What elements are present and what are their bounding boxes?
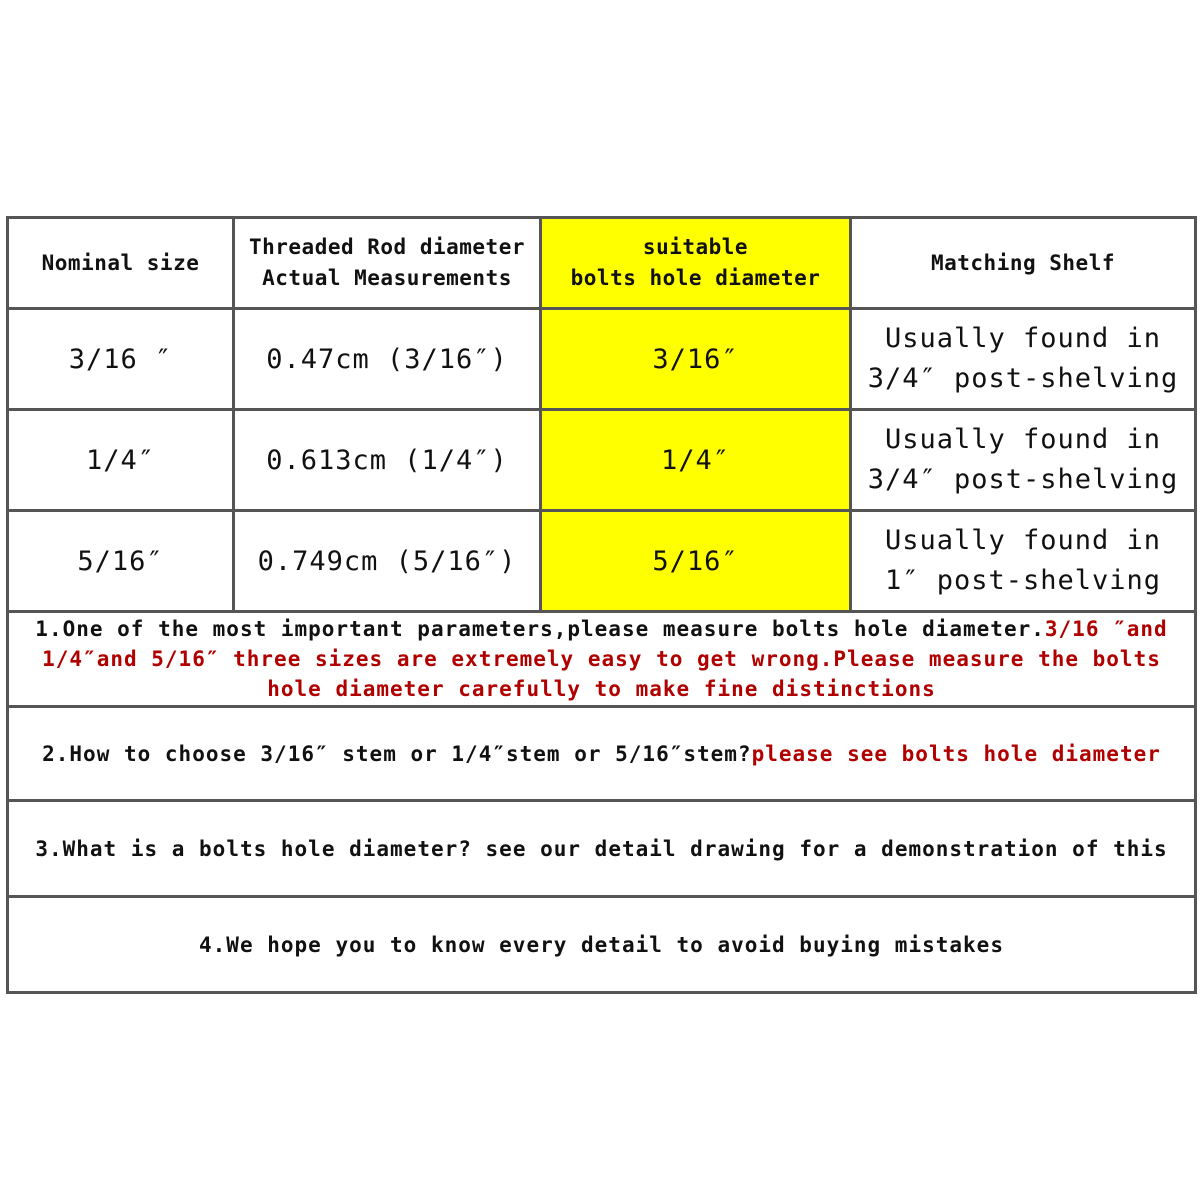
- note-1-text: 1.One of the most important parameters,please measure bolts hole diameter.: [35, 617, 1045, 641]
- header-rod-diameter: [234, 218, 541, 309]
- shelf-line1: Usually found in: [884, 323, 1162, 354]
- shelf-line2: 1″ post-shelving: [884, 565, 1162, 596]
- matching-shelf-cell: [851, 309, 1196, 410]
- rod-diameter-cell: 0.47cm (3/16″): [234, 309, 541, 410]
- header-suitable-line1: suitable: [642, 235, 749, 259]
- note-2-warning: please see bolts hole diameter: [751, 741, 1161, 766]
- header-nominal-size: Nominal size: [8, 218, 234, 309]
- nominal-size-cell: 1/4″: [8, 410, 234, 511]
- rod-diameter-cell: 0.749cm (5/16″): [234, 511, 541, 612]
- header-rod-line1: Threaded Rod diameter: [248, 235, 525, 259]
- suitable-hole-cell: 1/4″: [541, 410, 851, 511]
- note-2: [8, 707, 1196, 801]
- size-comparison-table: [6, 216, 1197, 994]
- table-row: [8, 511, 1196, 612]
- table-row: [8, 410, 1196, 511]
- note-1-warning: 3/16 ″and 1/4″and 5/16″ three sizes are extremely easy to get wrong.Please measure the bolts hole diameter carefully to make fine distinctions: [42, 617, 1168, 701]
- note-4: 4.We hope you to know every detail to avoid buying mistakes: [8, 897, 1196, 993]
- nominal-size-cell: 5/16″: [8, 511, 234, 612]
- note-row-1: [8, 612, 1196, 707]
- rod-diameter-cell: 0.613cm (1/4″): [234, 410, 541, 511]
- suitable-hole-cell: 3/16″: [541, 309, 851, 410]
- header-matching-shelf: Matching Shelf: [851, 218, 1196, 309]
- matching-shelf-cell: [851, 511, 1196, 612]
- nominal-size-cell: 3/16 ″: [8, 309, 234, 410]
- note-row-2: [8, 707, 1196, 801]
- note-1: [8, 612, 1196, 707]
- matching-shelf-cell: [851, 410, 1196, 511]
- shelf-line2: 3/4″ post-shelving: [867, 363, 1179, 394]
- header-suitable-hole: [541, 218, 851, 309]
- suitable-hole-cell: 5/16″: [541, 511, 851, 612]
- note-2-text: 2.How to choose 3/16″ stem or 1/4″stem or 5/16″stem?: [42, 741, 752, 766]
- note-row-3: [8, 801, 1196, 897]
- table-row: [8, 309, 1196, 410]
- note-3: 3.What is a bolts hole diameter? see our detail drawing for a demonstration of this: [8, 801, 1196, 897]
- table-header-row: [8, 218, 1196, 309]
- header-suitable-line2: bolts hole diameter: [570, 266, 821, 290]
- header-rod-line2: Actual Measurements: [262, 266, 512, 290]
- shelf-line1: Usually found in: [884, 424, 1162, 455]
- shelf-line2: 3/4″ post-shelving: [867, 464, 1179, 495]
- note-row-4: [8, 897, 1196, 993]
- shelf-line1: Usually found in: [884, 525, 1162, 556]
